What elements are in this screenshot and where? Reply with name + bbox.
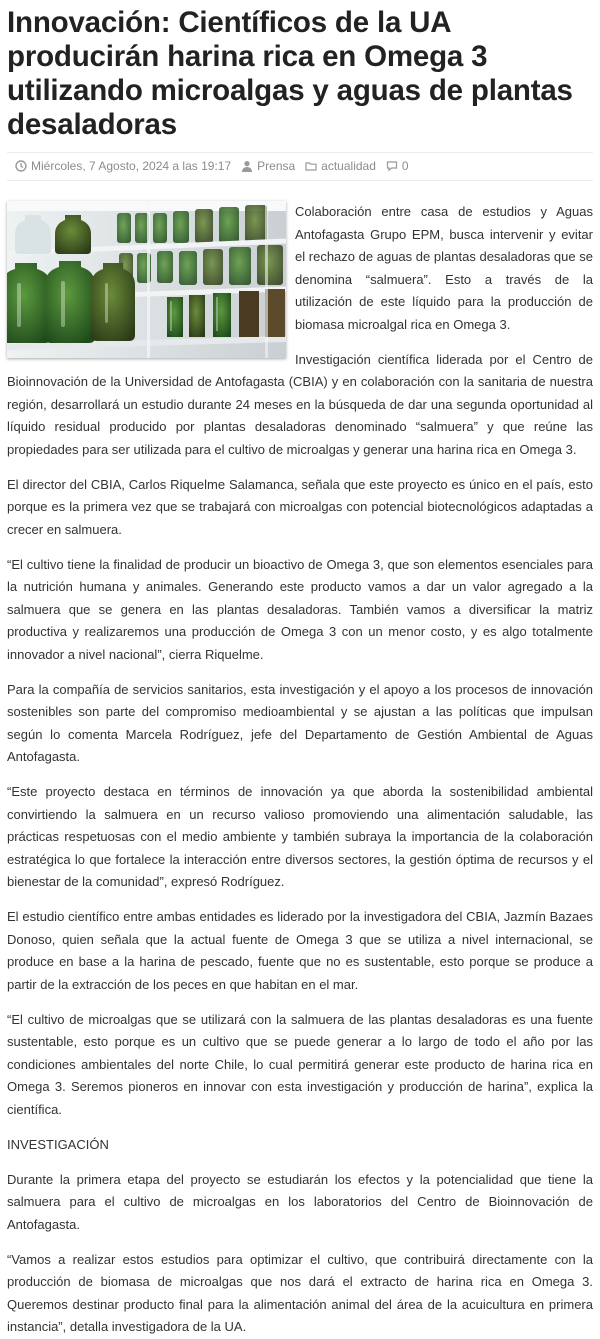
paragraph: El estudio científico entre ambas entidades es liderado por la investigadora del CBIA, Jazmín Bazaes Donoso, quien señala que la actual fuente de Omega 3 que se utiliza a nivel internacional, se produce en base a la harina de pescado, fuente que no es sustentable, esto porque se produce a partir de la extracción de los peces en que habitan en el mar. bbox=[7, 909, 593, 992]
article-photo bbox=[7, 201, 286, 358]
lab-bottles-photo bbox=[7, 201, 286, 358]
paragraph: Para la compañía de servicios sanitarios, esta investigación y el apoyo a los procesos de innovación sostenibles son parte del compromiso medioambiental y se ajustan a las políticas que impulsan según lo comenta Marcela Rodríguez, jefe del Departamento de Gestión Ambiental de Aguas Antofagasta. bbox=[7, 681, 593, 764]
meta-category[interactable] bbox=[305, 159, 376, 173]
meta-author-link[interactable]: Prensa bbox=[257, 159, 296, 173]
paragraph: “El cultivo de microalgas que se utilizará con la salmuera de las plantas desaladoras es una fuente sustentable, esto porque es un cultivo que se puede generar a lo largo de todo el año por las condiciones ambientales del norte Chile, lo cual permitirá generar este producto de harina rica en Omega 3. Seremos pioneros en innovar con esta investigación y producción de harina”, explica la científica. bbox=[7, 1011, 593, 1117]
section-heading: INVESTIGACIÓN bbox=[7, 1136, 109, 1152]
article-meta bbox=[7, 152, 593, 181]
article-title: Innovación: Científicos de la UA producirán harina rica en Omega 3 utilizando microalgas y aguas de plantas desaladoras bbox=[7, 6, 573, 141]
paragraph: Colaboración entre casa de estudios y Aguas Antofagasta Grupo EPM, busca intervenir y evitar el rechazo de aguas de plantas desaladoras que se denomina “salmuera”. Esto a través de la utilización de este líquido para la producción de biomasa microalgal rica en Omega 3. bbox=[295, 204, 593, 332]
article-content bbox=[7, 201, 593, 1339]
meta-author[interactable] bbox=[241, 159, 295, 173]
paragraph: Investigación científica liderada por el Centro de Bioinnovación de la Universidad de Antofagasta (CBIA) y en colaboración con la sanitaria de nuestra región, desarrollará un estudio durante 24 meses en la búsqueda de dar una segunda oportunidad al líquido residual producido por plantas desaladoras denominado “salmuera” y que reúne las propiedades para ser utilizada para el cultivo de microalgas y generar una harina rica en Omega 3. bbox=[7, 351, 593, 457]
meta-date bbox=[15, 159, 231, 173]
paragraph: Durante la primera etapa del proyecto se estudiarán los efectos y la potencialidad que tiene la salmuera para el cultivo de microalgas en los laboratorios del Centro de Bioinnovación de Antofagasta. bbox=[7, 1171, 593, 1232]
meta-comments-count[interactable]: 0 bbox=[401, 159, 409, 173]
meta-date-text: Miércoles, 7 Agosto, 2024 a las 19:17 bbox=[31, 159, 232, 173]
meta-category-link[interactable]: actualidad bbox=[321, 159, 376, 173]
comment-icon bbox=[386, 160, 398, 172]
user-icon bbox=[241, 160, 253, 172]
paragraph: “El cultivo tiene la finalidad de producir un bioactivo de Omega 3, que son elementos esenciales para la nutrición humana y animales. Generando este producto vamos a dar un valor agregado a la salmuera que se genera en las plantas desaladoras. También vamos a diversificar la matriz productiva y realizaremos una producción de Omega 3 con un menor costo, y es algo totalmente innovador a nivel nacional”, cierra Riquelme. bbox=[7, 556, 593, 662]
paragraph: “Vamos a realizar estos estudios para optimizar el cultivo, que contribuirá directamente con la producción de biomasa de microalgas que nos dará el extracto de harina rica en Omega 3. Queremos destinar producto final para la alimentación animal del área de la acuicultura en primera instancia”, detalla investigadora de la UA. bbox=[7, 1251, 593, 1334]
paragraph: “Este proyecto destaca en términos de innovación ya que aborda la sostenibilidad ambiental convirtiendo la salmuera en un recurso valioso promoviendo una alimentación saludable, las prácticas respetuosas con el medio ambiente y también subraya la importancia de la colaboración estratégica lo que fortalece la interacción entre diversos sectores, la gestión óptima de recursos y el bienestar de la comunidad”, expresó Rodríguez. bbox=[7, 784, 593, 889]
clock-icon bbox=[15, 160, 27, 172]
folder-icon bbox=[305, 160, 317, 172]
meta-comments[interactable] bbox=[386, 159, 409, 173]
paragraph: El director del CBIA, Carlos Riquelme Salamanca, señala que este proyecto es único en el país, esto porque es la primera vez que se trabajará con microalgas con potencial biotecnológicos adaptadas a crecer en salmuera. bbox=[7, 476, 593, 537]
